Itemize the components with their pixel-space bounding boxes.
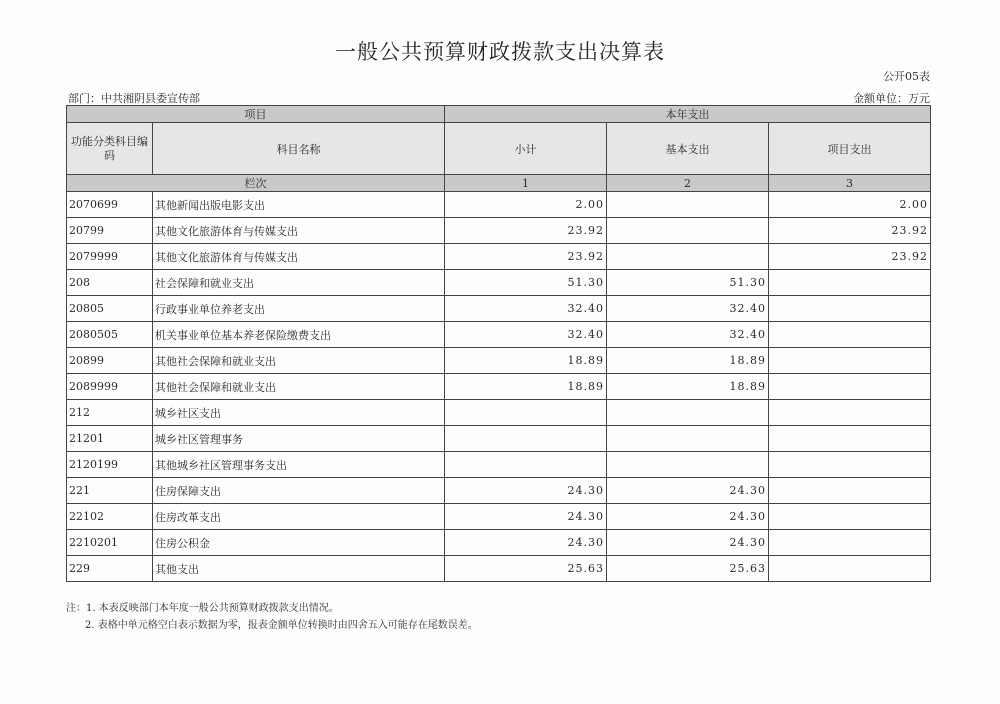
- table-row: [67, 348, 931, 374]
- row-name: 城乡社区支出: [153, 400, 445, 426]
- header-subtotal: 小计: [445, 123, 607, 175]
- table-row: [67, 478, 931, 504]
- row-project: [769, 452, 931, 478]
- table-row: [67, 296, 931, 322]
- row-code: 229: [67, 556, 153, 582]
- row-subtotal: 24.30: [445, 478, 607, 504]
- row-subtotal: 32.40: [445, 322, 607, 348]
- footnote-2: 2. 表格中单元格空白表示数据为零，报表金额单位转换时由四舍五入可能存在尾数误差。: [85, 620, 478, 631]
- row-code: 2079999: [67, 244, 153, 270]
- row-code: 208: [67, 270, 153, 296]
- table-row: [67, 374, 931, 400]
- row-project: [769, 530, 931, 556]
- row-basic: 18.89: [607, 374, 769, 400]
- row-basic: [607, 244, 769, 270]
- row-subtotal: 23.92: [445, 244, 607, 270]
- row-basic: 25.63: [607, 556, 769, 582]
- row-basic: 18.89: [607, 348, 769, 374]
- department-label: 部门：中共湘阴县委宣传部: [68, 92, 200, 105]
- row-basic: [607, 426, 769, 452]
- row-code: 2089999: [67, 374, 153, 400]
- row-subtotal: [445, 426, 607, 452]
- table-row: [67, 504, 931, 530]
- row-subtotal: 23.92: [445, 218, 607, 244]
- row-name: 住房改革支出: [153, 504, 445, 530]
- row-project: [769, 296, 931, 322]
- row-basic: 51.30: [607, 270, 769, 296]
- row-subtotal: 18.89: [445, 348, 607, 374]
- header-project: 项目支出: [769, 123, 931, 175]
- row-name: 其他新闻出版电影支出: [153, 192, 445, 218]
- row-subtotal: 25.63: [445, 556, 607, 582]
- row-name: 社会保障和就业支出: [153, 270, 445, 296]
- row-code: 2070699: [67, 192, 153, 218]
- row-code: 2080505: [67, 322, 153, 348]
- row-subtotal: [445, 400, 607, 426]
- header-col-2: 2: [607, 175, 769, 192]
- footnotes: [66, 600, 478, 634]
- row-code: 21201: [67, 426, 153, 452]
- row-basic: 24.30: [607, 478, 769, 504]
- row-subtotal: [445, 452, 607, 478]
- row-subtotal: 24.30: [445, 530, 607, 556]
- header-current-year: 本年支出: [445, 106, 931, 123]
- row-name: 城乡社区管理事务: [153, 426, 445, 452]
- row-basic: 24.30: [607, 504, 769, 530]
- row-project: [769, 400, 931, 426]
- row-subtotal: 24.30: [445, 504, 607, 530]
- row-code: 212: [67, 400, 153, 426]
- row-basic: 24.30: [607, 530, 769, 556]
- row-basic: [607, 400, 769, 426]
- form-number: 公开05表: [883, 70, 930, 83]
- row-name: 其他城乡社区管理事务支出: [153, 452, 445, 478]
- row-name: 其他文化旅游体育与传媒支出: [153, 218, 445, 244]
- footnote-1: 注：1. 本表反映部门本年度一般公共预算财政拨款支出情况。: [66, 603, 339, 614]
- row-basic: [607, 192, 769, 218]
- header-col-1: 1: [445, 175, 607, 192]
- row-code: 2210201: [67, 530, 153, 556]
- row-project: 2.00: [769, 192, 931, 218]
- row-project: [769, 556, 931, 582]
- expenditure-table: [66, 105, 931, 582]
- row-subtotal: 2.00: [445, 192, 607, 218]
- row-code: 20805: [67, 296, 153, 322]
- table-row: [67, 530, 931, 556]
- row-project: [769, 270, 931, 296]
- row-name: 其他社会保障和就业支出: [153, 348, 445, 374]
- header-name: 科目名称: [153, 123, 445, 175]
- row-project: [769, 322, 931, 348]
- row-project: [769, 374, 931, 400]
- row-code: 20799: [67, 218, 153, 244]
- row-project: 23.92: [769, 218, 931, 244]
- row-code: 221: [67, 478, 153, 504]
- header-row-index: 栏次: [67, 175, 445, 192]
- row-name: 行政事业单位养老支出: [153, 296, 445, 322]
- page-title: 一般公共预算财政拨款支出决算表: [335, 40, 665, 64]
- header-col-3: 3: [769, 175, 931, 192]
- row-basic: 32.40: [607, 322, 769, 348]
- table-row: [67, 244, 931, 270]
- row-subtotal: 18.89: [445, 374, 607, 400]
- row-basic: [607, 218, 769, 244]
- row-name: 其他社会保障和就业支出: [153, 374, 445, 400]
- table-row: [67, 452, 931, 478]
- row-project: [769, 478, 931, 504]
- table-row: [67, 400, 931, 426]
- table-row: [67, 192, 931, 218]
- row-project: [769, 426, 931, 452]
- table-row: [67, 270, 931, 296]
- row-name: 其他文化旅游体育与传媒支出: [153, 244, 445, 270]
- table-row: [67, 426, 931, 452]
- row-project: [769, 504, 931, 530]
- row-code: 2120199: [67, 452, 153, 478]
- row-code: 22102: [67, 504, 153, 530]
- amount-unit-label: 金额单位：万元: [853, 92, 930, 105]
- header-code: 功能分类科目编码: [67, 123, 153, 175]
- table-row: [67, 218, 931, 244]
- table-row: [67, 322, 931, 348]
- row-name: 住房公积金: [153, 530, 445, 556]
- row-name: 其他支出: [153, 556, 445, 582]
- header-item: 项目: [67, 106, 445, 123]
- row-project: 23.92: [769, 244, 931, 270]
- table-row: [67, 556, 931, 582]
- row-name: 机关事业单位基本养老保险缴费支出: [153, 322, 445, 348]
- header-basic: 基本支出: [607, 123, 769, 175]
- row-basic: 32.40: [607, 296, 769, 322]
- row-code: 20899: [67, 348, 153, 374]
- row-subtotal: 51.30: [445, 270, 607, 296]
- row-subtotal: 32.40: [445, 296, 607, 322]
- row-basic: [607, 452, 769, 478]
- row-name: 住房保障支出: [153, 478, 445, 504]
- row-project: [769, 348, 931, 374]
